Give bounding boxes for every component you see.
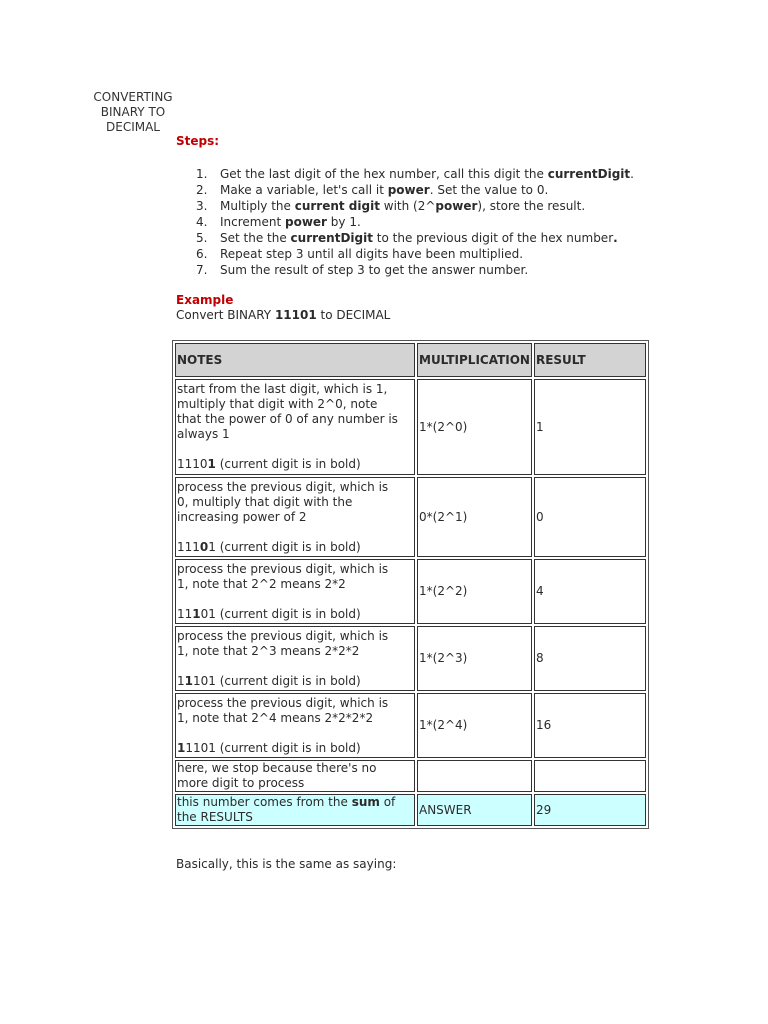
table-row bbox=[175, 693, 646, 758]
table-row bbox=[175, 477, 646, 557]
note-line: 1, note that 2^4 means 2*2*2*2 bbox=[177, 710, 374, 725]
note-line: increasing power of 2 bbox=[177, 509, 307, 524]
current-digit-line bbox=[177, 607, 413, 622]
note-line: process the previous digit, which is bbox=[177, 628, 389, 643]
result-cell: 1 bbox=[534, 379, 646, 475]
multiplication-cell: 1*(2^2) bbox=[417, 559, 532, 624]
answer-value-cell: 29 bbox=[534, 794, 646, 826]
note-line: 0, multiply that digit with the bbox=[177, 494, 353, 509]
answer-note-cell bbox=[175, 794, 415, 826]
bold-text: power bbox=[387, 183, 430, 197]
notes-cell bbox=[175, 477, 415, 557]
table-row bbox=[175, 379, 646, 475]
multiplication-cell: 1*(2^0) bbox=[417, 379, 532, 475]
example-description bbox=[176, 308, 390, 322]
text-run: to DECIMAL bbox=[316, 308, 391, 322]
step-number: 5. bbox=[196, 231, 208, 245]
note-spacer bbox=[177, 592, 413, 607]
text-run: Make a variable, let's call it bbox=[220, 183, 388, 197]
note-line: 1, note that 2^2 means 2*2 bbox=[177, 576, 346, 591]
document-title: CONVERTING BINARY TO DECIMAL bbox=[93, 90, 173, 134]
bold-text: power bbox=[435, 199, 478, 213]
text-run: 1 (current digit is in bold) bbox=[208, 539, 361, 554]
bold-text: 1 bbox=[177, 740, 186, 755]
text-run: of the RESULTS bbox=[177, 795, 396, 824]
note-spacer bbox=[177, 525, 413, 540]
bold-text: 1 bbox=[207, 457, 216, 471]
step-number: 4. bbox=[196, 215, 208, 229]
bold-text: currentDigit bbox=[547, 167, 631, 181]
text-run: 101 (current digit is in bold) bbox=[193, 673, 361, 688]
notes-cell bbox=[175, 693, 415, 758]
multiplication-cell: 0*(2^1) bbox=[417, 477, 532, 557]
note-line: multiply that digit with 2^0, note bbox=[177, 397, 378, 411]
text-run: (current digit is in bold) bbox=[215, 457, 361, 471]
step-number: 2. bbox=[196, 183, 208, 197]
text-run: 1 bbox=[177, 673, 185, 688]
answer-label-cell: ANSWER bbox=[417, 794, 532, 826]
text-run: 1101 (current digit is in bold) bbox=[185, 740, 361, 755]
text-run: 1110 bbox=[177, 457, 208, 471]
text-run: Get the last digit of the hex number, call this digit the bbox=[220, 167, 548, 181]
step-item bbox=[196, 246, 634, 262]
current-digit-line bbox=[177, 457, 413, 472]
result-cell: 8 bbox=[534, 626, 646, 691]
multiplication-cell: 1*(2^3) bbox=[417, 626, 532, 691]
note-spacer bbox=[177, 659, 413, 674]
bold-text: 0 bbox=[199, 539, 209, 554]
header-notes: NOTES bbox=[175, 343, 415, 377]
text-run: Repeat step 3 until all digits have been multiplied. bbox=[220, 247, 524, 261]
table-row bbox=[175, 760, 646, 792]
note-line: that the power of 0 of any number is bbox=[177, 412, 398, 426]
conversion-table bbox=[172, 340, 649, 829]
current-digit-line bbox=[177, 674, 413, 689]
text-run: . bbox=[630, 167, 634, 181]
step-item bbox=[196, 214, 634, 230]
text-run: ), store the result. bbox=[477, 199, 586, 213]
step-number: 7. bbox=[196, 263, 208, 277]
table-header-row bbox=[175, 343, 646, 377]
notes-cell bbox=[175, 626, 415, 691]
text-run: Convert BINARY bbox=[176, 308, 275, 322]
closing-text: Basically, this is the same as saying: bbox=[176, 857, 397, 871]
note-line: process the previous digit, which is bbox=[177, 561, 389, 576]
header-multiplication: MULTIPLICATION bbox=[417, 343, 532, 377]
text-run: . Set the value to 0. bbox=[429, 183, 549, 197]
steps-list bbox=[196, 166, 634, 278]
result-cell bbox=[534, 760, 646, 792]
text-run: by 1. bbox=[326, 215, 361, 229]
header-result: RESULT bbox=[534, 343, 646, 377]
text-run: Sum the result of step 3 to get the answer number. bbox=[220, 263, 529, 277]
steps-heading: Steps: bbox=[176, 134, 220, 148]
step-number: 1. bbox=[196, 167, 208, 181]
answer-row bbox=[175, 794, 646, 826]
note-line: always 1 bbox=[177, 427, 230, 441]
step-number: 3. bbox=[196, 199, 208, 213]
text-run: Multiply the bbox=[220, 199, 295, 213]
step-item bbox=[196, 262, 634, 278]
text-run: to the previous digit of the hex number bbox=[372, 231, 614, 245]
table-body bbox=[175, 379, 646, 826]
example-heading: Example bbox=[176, 293, 234, 307]
notes-cell bbox=[175, 760, 415, 792]
bold-text: 1 bbox=[192, 606, 201, 621]
note-line: process the previous digit, which is bbox=[177, 479, 389, 494]
current-digit-line bbox=[177, 741, 413, 756]
text-run: with (2^ bbox=[379, 199, 436, 213]
text-run: Set the the bbox=[220, 231, 291, 245]
bold-text: . bbox=[613, 231, 618, 245]
current-digit-line bbox=[177, 540, 413, 555]
step-item bbox=[196, 198, 634, 214]
result-cell: 16 bbox=[534, 693, 646, 758]
step-item bbox=[196, 182, 634, 198]
text-run: 111 bbox=[177, 539, 200, 554]
step-item bbox=[196, 166, 634, 182]
note-spacer bbox=[177, 442, 413, 457]
notes-cell bbox=[175, 559, 415, 624]
multiplication-cell: 1*(2^4) bbox=[417, 693, 532, 758]
text-run: Increment bbox=[220, 215, 285, 229]
table-row bbox=[175, 626, 646, 691]
step-item bbox=[196, 230, 634, 246]
bold-text: 1 bbox=[184, 673, 193, 688]
result-cell: 4 bbox=[534, 559, 646, 624]
note-line: here, we stop because there's no bbox=[177, 761, 377, 775]
note-line: start from the last digit, which is 1, bbox=[177, 382, 388, 396]
bold-text: currentDigit bbox=[290, 231, 373, 245]
text-run: this number comes from the bbox=[177, 795, 352, 809]
note-line: process the previous digit, which is bbox=[177, 695, 389, 710]
table-row bbox=[175, 559, 646, 624]
result-cell: 0 bbox=[534, 477, 646, 557]
note-line: more digit to process bbox=[177, 776, 305, 790]
bold-text: power bbox=[285, 215, 327, 229]
bold-text: current digit bbox=[294, 199, 380, 213]
note-line: 1, note that 2^3 means 2*2*2 bbox=[177, 643, 360, 658]
multiplication-cell bbox=[417, 760, 532, 792]
text-run: 11 bbox=[177, 606, 193, 621]
bold-text: 11101 bbox=[274, 308, 317, 322]
step-number: 6. bbox=[196, 247, 208, 261]
note-spacer bbox=[177, 726, 413, 741]
text-run: 01 (current digit is in bold) bbox=[200, 606, 361, 621]
notes-cell bbox=[175, 379, 415, 475]
bold-text: sum bbox=[351, 795, 380, 809]
